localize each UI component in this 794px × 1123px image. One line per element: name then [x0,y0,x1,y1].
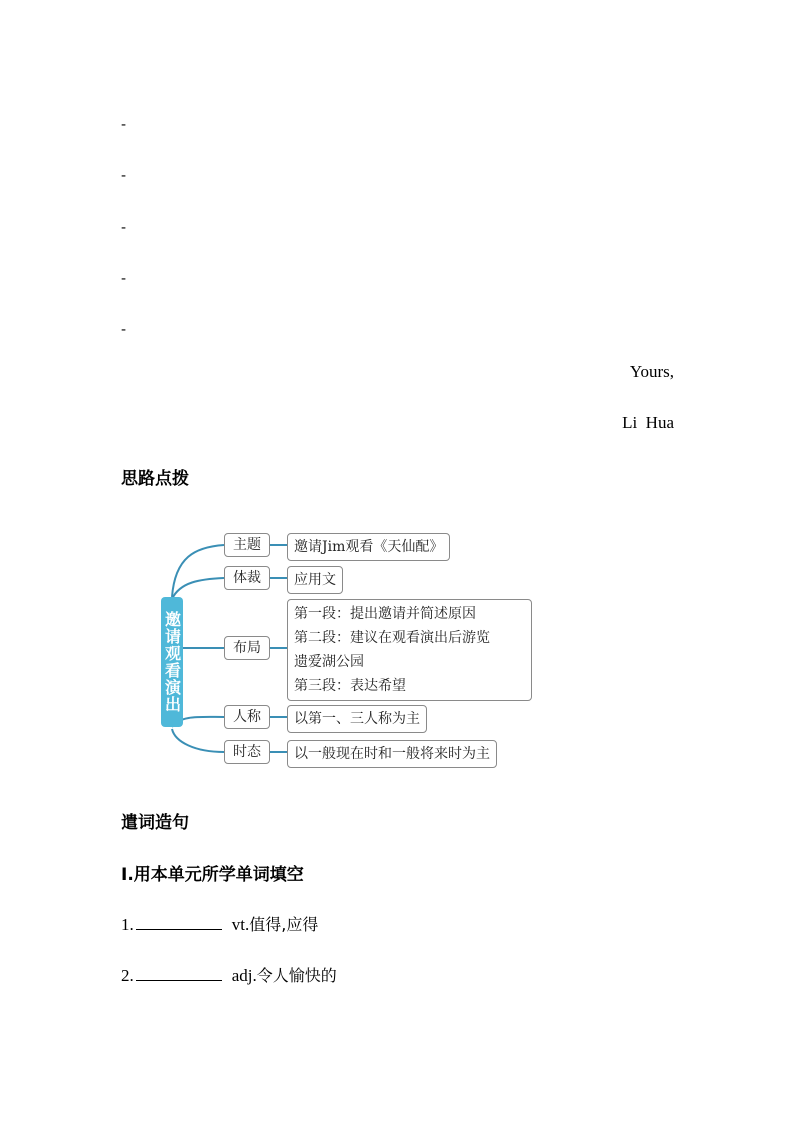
layout-line-3: 遗爱湖公园 [294,654,364,670]
dash-line-5: - [121,320,127,338]
branch-key-theme: 主题 [224,533,270,557]
mind-map-center: 邀请观看演出 [161,597,183,727]
branch-value-tense: 以一般现在时和一般将来时为主 [287,740,497,768]
exercise-1-number: 1. [121,915,134,934]
connector-curve-2 [172,578,224,599]
branch-key-person: 人称 [224,705,270,729]
branch-key-tense: 时态 [224,740,270,764]
letter-signature: Li Hua [622,413,674,432]
branch-key-layout: 布局 [224,636,270,660]
branch-key-genre: 体裁 [224,566,270,590]
mind-map [155,527,540,772]
layout-line-2: 第二段：建议在观看演出后游览 [294,630,490,646]
vocab-title: 遣词造句 [121,813,189,833]
exercise-1-pos: vt. [231,915,250,934]
branch-value-person: 以第一、三人称为主 [287,705,427,733]
connector-curve-5 [172,729,224,752]
dash-line-4: - [121,269,127,287]
dash-line-2: - [121,166,127,184]
letter-closing: Yours, [629,362,674,381]
exercise-2-pos: adj. [231,966,257,985]
dash-line-1: - [121,115,127,133]
layout-line-4: 第三段：表达希望 [294,678,406,694]
exercise-2-number: 2. [121,966,134,985]
layout-line-1: 第一段：提出邀请并简述原因 [294,606,476,622]
part1-title: Ⅰ.用本单元所学单词填空 [121,865,304,885]
branch-value-genre: 应用文 [287,566,343,594]
exercise-1 [121,912,318,935]
exercise-2-blank[interactable] [136,966,222,981]
hints-title: 思路点拨 [121,469,189,489]
branch-value-theme: 邀请Jim观看《天仙配》 [287,533,450,561]
branch-value-layout [287,599,532,701]
exercise-1-blank[interactable] [136,915,222,930]
exercise-1-meaning: 值得,应得 [249,915,319,934]
exercise-2 [121,963,337,986]
dash-line-3: - [121,218,127,236]
exercise-2-meaning: 令人愉快的 [256,966,337,985]
